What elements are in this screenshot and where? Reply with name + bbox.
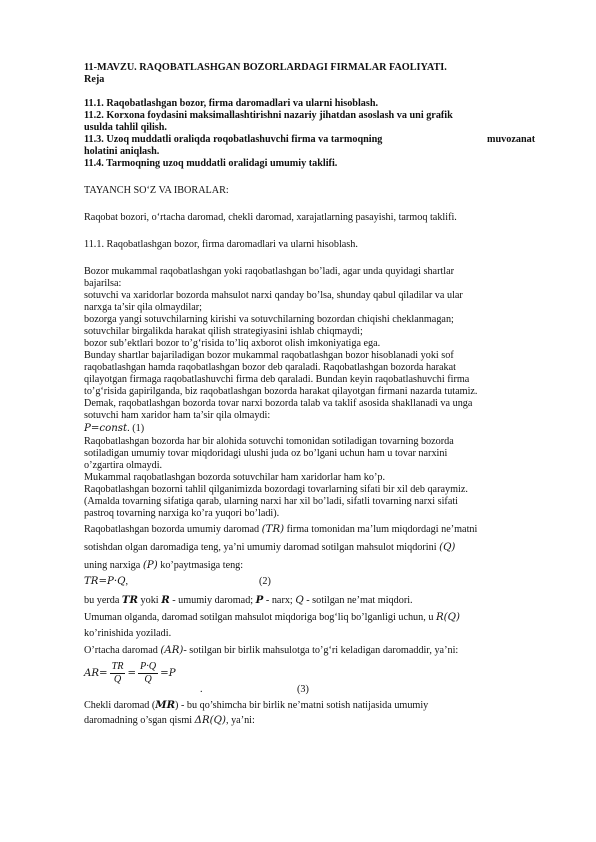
math-symbol: P [255, 594, 264, 606]
equation-2-formula: TR=P·Q [84, 576, 126, 587]
text-run: Chekli daromad ( [84, 700, 156, 711]
fraction-denominator: Q [113, 674, 122, 685]
equation-2-number: (2) [259, 576, 271, 587]
body-line: ko’rinishida yoziladi. [84, 628, 172, 639]
keywords-heading: TAYANCH SO‘Z VA IBORALAR: [84, 185, 229, 196]
body-line: sotuvchi va xaridorlar bozorda mahsulot narxi qanday bo’lsa, shunday qabul qiladilar va ular [84, 290, 463, 301]
body-line: (Amalda tovarning sifatiga qarab, ularning narxi har xil bo’ladi, sifatli tovarning narxi sifati [84, 496, 458, 507]
math-symbol: ΔR(Q) [194, 715, 226, 726]
equals-sign: = [127, 667, 137, 679]
text-run: - narx; [263, 595, 296, 606]
fraction-tr-over-q [110, 661, 126, 686]
equation-1 [84, 423, 144, 435]
text-run: - umumiy daromad; [169, 595, 256, 606]
body-line: Mukammal raqobatlashgan bozorda sotuvchilar ham xaridorlar ham ko’p. [84, 472, 386, 483]
text-run: yoki [137, 595, 162, 606]
fraction-pq-over-q [138, 661, 158, 686]
body-line: bajarilsa: [84, 278, 122, 289]
body-line: pastroq tovarning narxiga ko’ra yuqori bo’ladi). [84, 508, 280, 519]
math-symbol: MR [155, 699, 176, 711]
body-line: narxga ta’sir qila olmaydilar; [84, 302, 202, 313]
body-line: Demak, raqobatlashgan bozorda tovar narxi bozorda talab va taklif asosida shakllanadi va unga [84, 398, 473, 409]
plan-item-3: 11.3. Uzoq muddatli oraliqda roqobatlashuvchi firma va tarmoqning [84, 134, 383, 145]
text-run: - sotilgan ne’mat miqdori. [303, 595, 413, 606]
body-line: raqobatlashgan hamda raqobatlashgan bozor deb qaraladi. Raqobatlashgan bozorda harakat [84, 362, 456, 373]
math-symbol: Q [295, 595, 304, 606]
text-run: Raqobatlashgan bozorda umumiy daromad [84, 524, 262, 535]
body-line-bu [84, 594, 413, 607]
plan-item-1: 11.1. Raqobatlashgan bozor, firma daromadlari va ularni hisoblash. [84, 98, 379, 109]
body-line-um [84, 612, 460, 624]
body-line: sotuvchi ham xaridor ham ta’sir qila olmaydi: [84, 410, 271, 421]
document-title: 11-MAVZU. RAQOBATLASHGAN BOZORLARDAGI FIRMALAR FAOLIYATI. [84, 62, 447, 73]
text-run: - sotilgan bir birlik mahsulotga to’g‘ri keladigan daromaddir, ya’ni: [183, 645, 459, 656]
equation-3-lhs: AR= [84, 667, 108, 679]
math-symbol: (TR) [261, 524, 285, 535]
body-line: bozor sub’ektlari bozor to’g‘risida to’liq axborot olish imkoniyatiga ega. [84, 338, 381, 349]
body-line: o’zgartira olmaydi. [84, 460, 163, 471]
math-symbol: TR [121, 594, 138, 606]
body-line: Raqobatlashgan bozorda har bir alohida sotuvchi tomonidan sotiladigan tovarning bozorda [84, 436, 454, 447]
text-run: bu yerda [84, 595, 122, 606]
math-symbol: (Q) [439, 542, 456, 553]
body-line-ar [84, 645, 458, 657]
plan-item-2: 11.2. Korxona foydasini maksimallashtirishni nazariy jihatdan asoslash va uni grafik [84, 110, 453, 121]
text-run: Umuman olganda, daromad sotilgan mahsulot miqdoriga bog‘liq bo’lganligi uchun, u [84, 612, 436, 623]
text-run: ) - bu qo’shimcha bir birlik ne’matni sotish natijasida umumiy [175, 700, 429, 711]
equation-2-tail: , [125, 576, 128, 587]
equation-3 [84, 661, 176, 686]
plan-item-3-cont: holatini aniqlash. [84, 146, 160, 157]
body-line: Bozor mukammal raqobatlashgan yoki raqobatlashgan bo’ladi, agar unda quyidagi shartlar [84, 266, 455, 277]
plan-item-3-tail: muvozanat [487, 134, 536, 145]
math-symbol: (P) [142, 560, 158, 571]
text-run: firma tomonidan ma’lum miqdordagi ne’matni [284, 524, 478, 535]
equation-1-number: . (1) [127, 423, 145, 434]
text-run: O’rtacha daromad [84, 645, 161, 656]
equation-1-formula: P=const [84, 423, 128, 434]
plan-item-4: 11.4. Tarmoqning uzoq muddatli oralidagi umumiy taklifi. [84, 158, 338, 169]
equation-3-rhs: =P [160, 667, 176, 679]
math-symbol: R [161, 594, 170, 606]
text-run: sotishdan olgan daromadiga teng, ya’ni umumiy daromad sotilgan mahsulot miqdorini [84, 542, 440, 553]
math-symbol: (AR) [160, 645, 184, 656]
equation-3-number: (3) [297, 684, 309, 695]
body-line: Bunday shartlar bajariladigan bozor mukammal raqobatlashgan bozor hisoblanadi yoki sof [84, 350, 454, 361]
body-line: qilayotgan firmaga raqobatlashuvchi firma deb qaraladi. Bundan keyin raqobatlashuvchi firma [84, 374, 470, 385]
keywords-text: Raqobat bozori, o‘rtacha daromad, chekli daromad, xarajatlarning pasayishi, tarmoq taklifi. [84, 212, 457, 223]
equation-2 [84, 576, 128, 588]
fraction-denominator: Q [144, 674, 152, 685]
body-line: Raqobatlashgan bozorni tahlil qilganimizda bozordagi tovarlarning sifati bir xil deb qaraymiz. [84, 484, 468, 495]
body-line: sotuvchilar birgalikda harakat qilish strategiyasini ishlab chiqmaydi; [84, 326, 363, 337]
equation-3-tail: . [200, 684, 203, 695]
body-line: to’g‘risida gapirilganda, biz raqobatlashgan bozorda harakat qilayotgan firmani nazarda tutamiz. [84, 386, 478, 397]
body-line-tr [84, 524, 477, 536]
fraction-numerator: P·Q [140, 661, 157, 672]
text-run: daromadning o’sgan qismi [84, 715, 195, 726]
text-run: , ya’ni: [225, 715, 255, 726]
body-line-tr2 [84, 542, 455, 554]
plan-heading: Reja [84, 74, 105, 85]
section-heading: 11.1. Raqobatlashgan bozor, firma daromadlari va ularni hisoblash. [84, 239, 358, 250]
fraction-numerator: TR [111, 661, 124, 672]
text-run: uning narxiga [84, 560, 143, 571]
body-line-mr [84, 699, 428, 712]
body-line: sotiladigan umumiy tovar miqdoridagi ulushi juda oz bo’lgani uchun ham u tovar narxini [84, 448, 448, 459]
body-line-tr3 [84, 560, 243, 572]
body-line-mr2 [84, 715, 255, 727]
body-line: bozorga yangi sotuvchilarning kirishi va sotuvchilarning bozordan chiqishi cheklanmagan; [84, 314, 454, 325]
math-symbol: R(Q) [435, 612, 460, 623]
text-run: ko’paytmasiga teng: [157, 560, 244, 571]
plan-item-2-cont: usulda tahlil qilish. [84, 122, 167, 133]
